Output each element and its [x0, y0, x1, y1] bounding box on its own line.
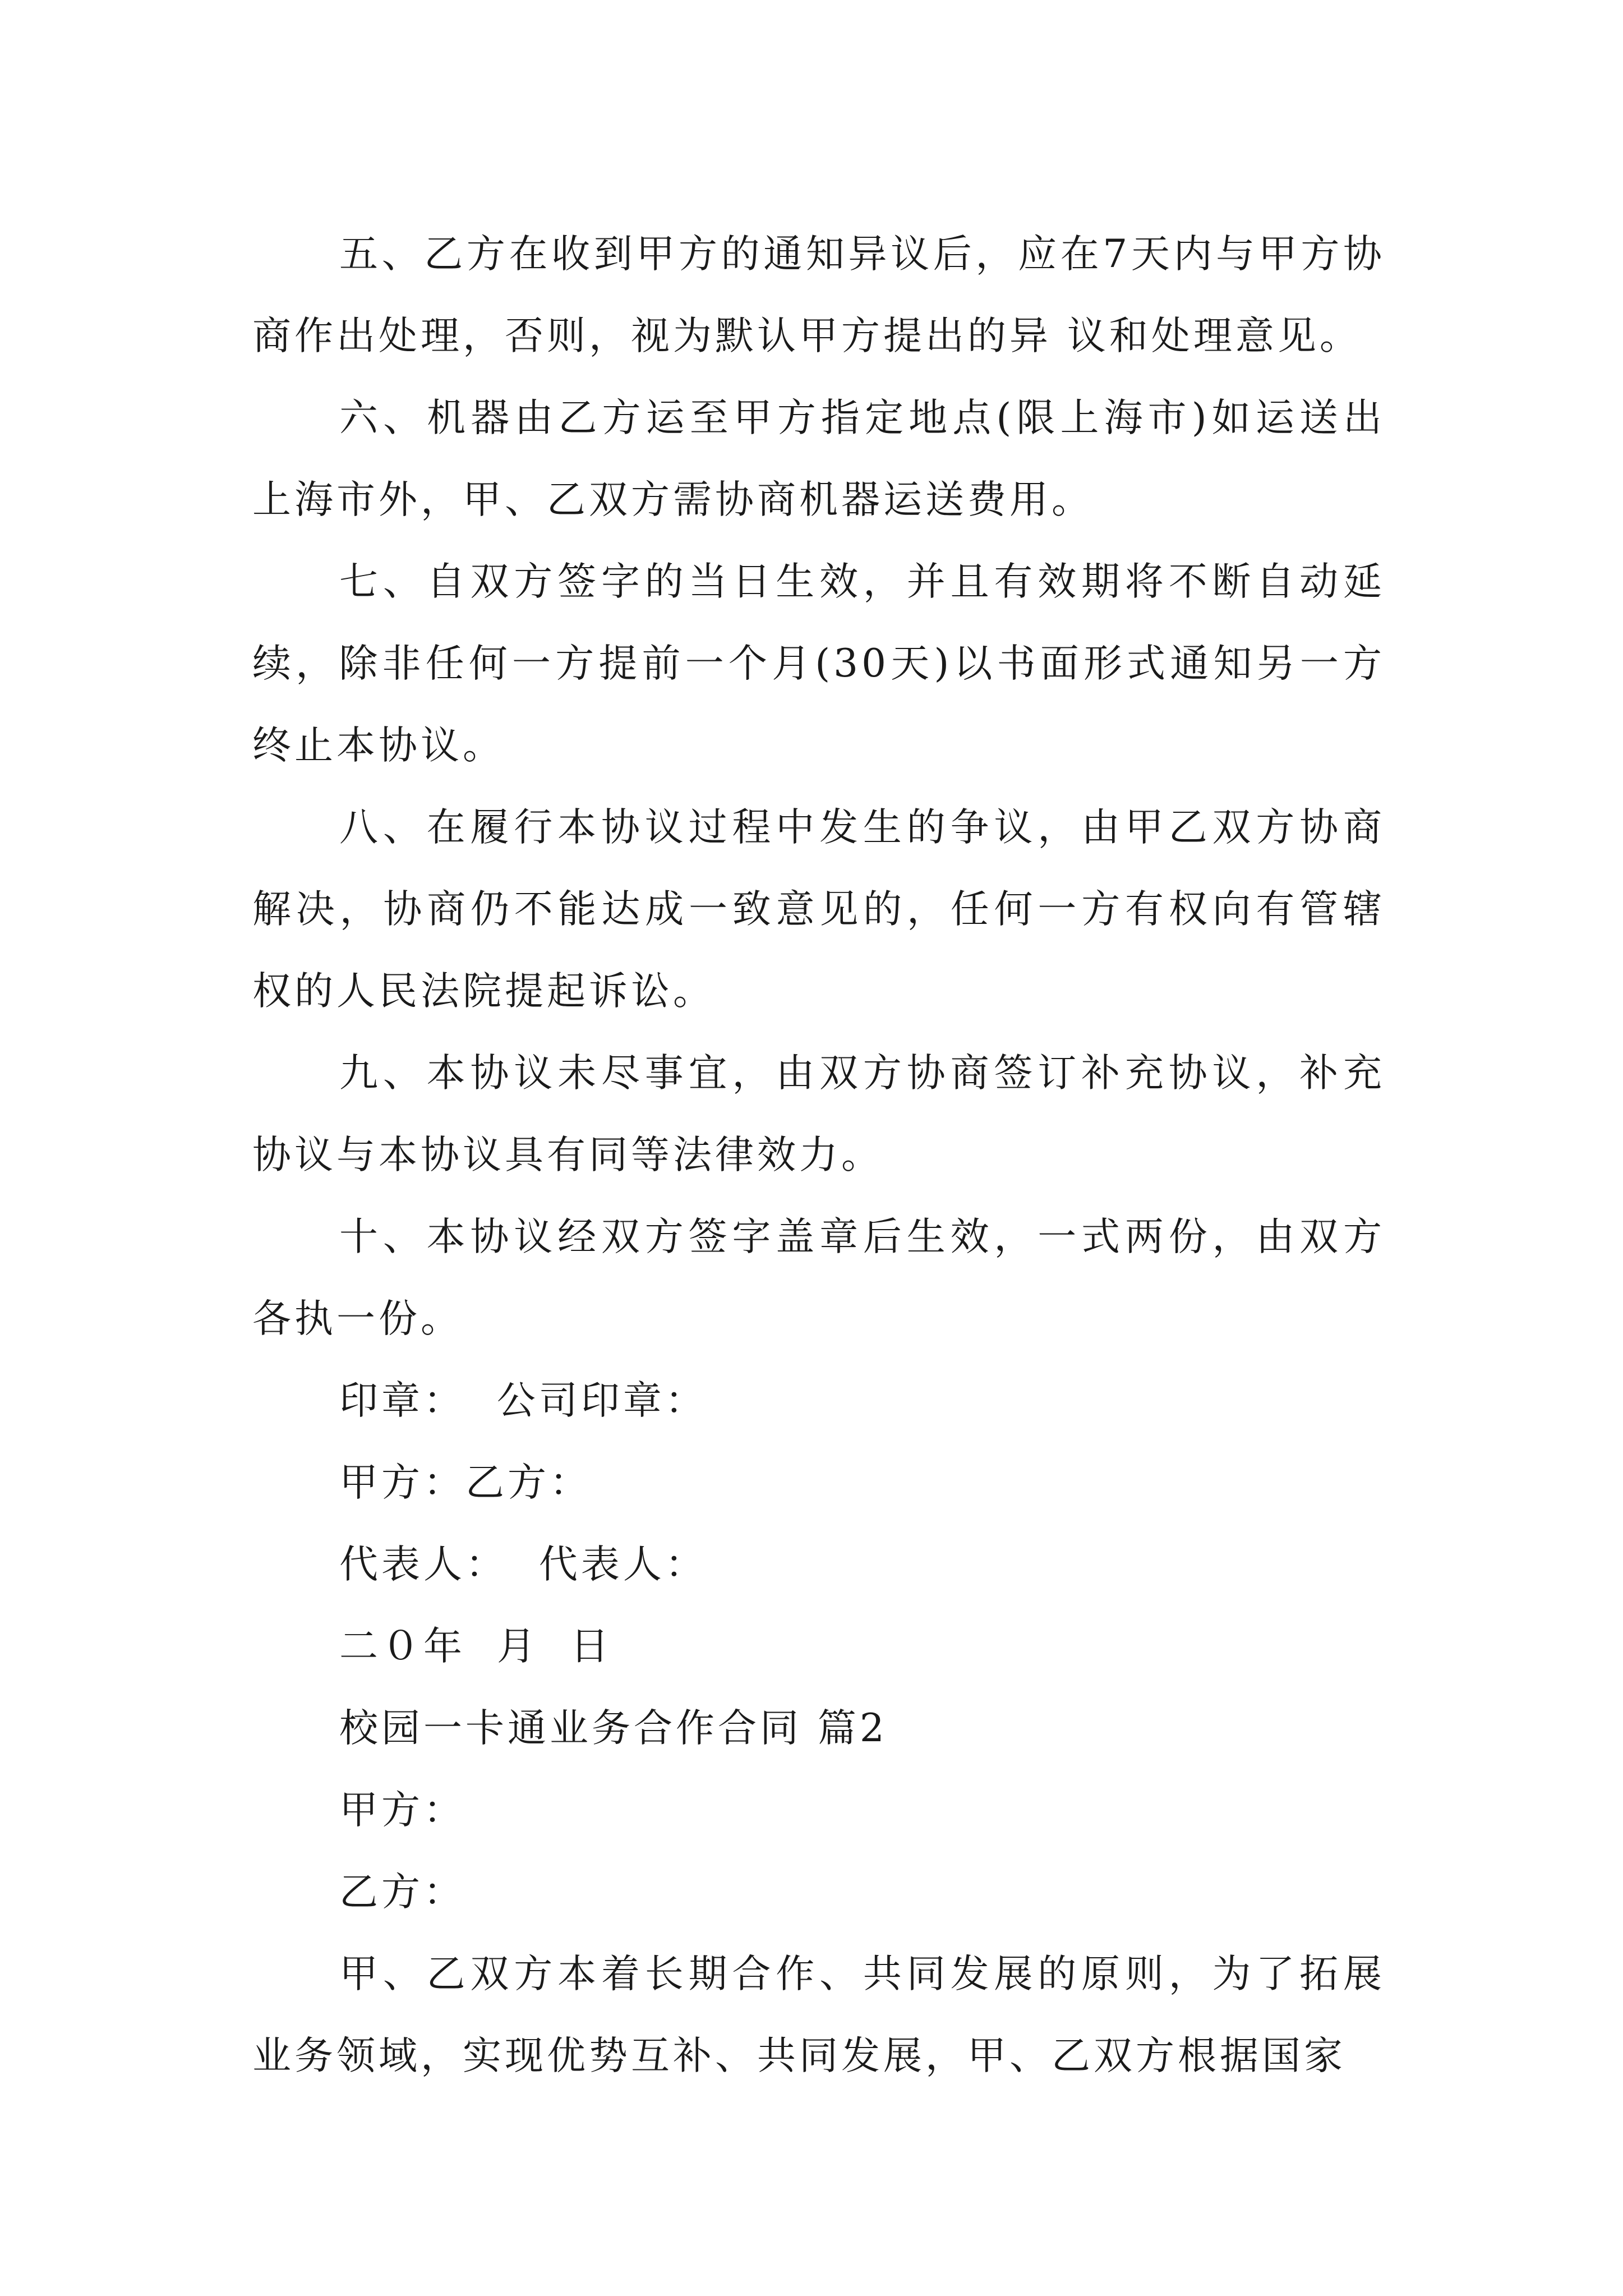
document-body	[252, 213, 1385, 2097]
clause-7: 七、自双方签字的当日生效，并且有效期将不断自动延续，除非任何一方提前一个月(30天)以书面形式通知另一方终止本协议。	[252, 559, 1385, 768]
date-line: 二０年 月 日	[339, 1624, 612, 1669]
parties-line: 甲方：乙方：	[339, 1460, 592, 1505]
party-a-label: 甲方：	[339, 1788, 465, 1833]
representative-line: 代表人： 代表人：	[339, 1542, 707, 1587]
clause-8: 八、在履行本协议过程中发生的争议，由甲乙双方协商解决，协商仍不能达成一致意见的，任何一方有权向有管辖权的人民法院提起诉讼。	[252, 805, 1385, 1014]
clause-5: 五、乙方在收到甲方的通知异议后，应在7天内与甲方协商作出处理，否则，视为默认甲方提出的异 议和处理意见。	[252, 232, 1385, 358]
preamble-paragraph: 甲、乙双方本着长期合作、共同发展的原则，为了拓展业务领域，实现优势互补、共同发展，甲、乙双方根据国家	[252, 1952, 1385, 2078]
clause-10: 十、本协议经双方签字盖章后生效，一式两份，由双方各执一份。	[252, 1214, 1385, 1341]
clause-6: 六、机器由乙方运至甲方指定地点(限上海市)如运送出上海市外，甲、乙双方需协商机器运送费用。	[252, 395, 1385, 522]
party-b-label: 乙方：	[339, 1870, 465, 1915]
seal-line: 印章： 公司印章：	[339, 1378, 707, 1423]
clause-9: 九、本协议未尽事宜，由双方协商签订补充协议，补充协议与本协议具有同等法律效力。	[252, 1051, 1385, 1177]
section-title: 校园一卡通业务合作合同 篇2	[339, 1706, 888, 1751]
